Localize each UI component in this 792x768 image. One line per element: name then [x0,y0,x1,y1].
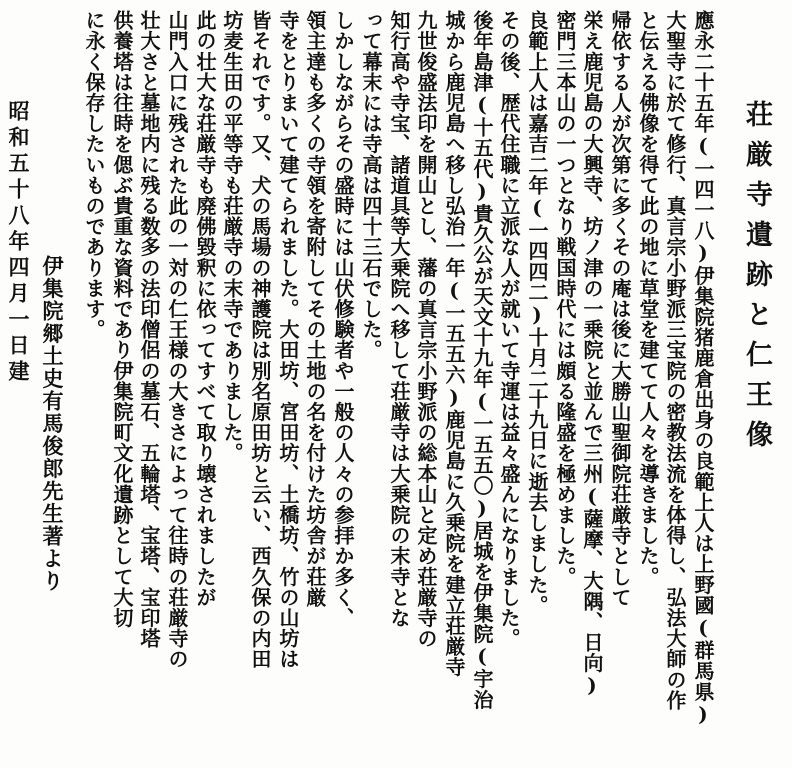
body-line: 九世俊盛法印を開山とし、藩の真言宗小野派の総本山と定め荘厳寺の [414,10,438,649]
body-line: 寺をとりまいて建てられました。大田坊、宮田坊、土橋坊、竹の山坊は [276,10,300,670]
body-line: 良範上人は嘉吉二年(一四四二)十月二十九日に逝去しました。 [525,10,549,616]
author-credit: 伊集院郷土史有馬俊郎先生著より [40,255,65,593]
body-line: 栄え鹿児島の大興寺、坊ノ津の一乗院と並んで三州(薩摩、大隅、日向) [580,10,604,698]
body-line: しかしながらその盛時には山伏修験者や一般の人々の参拝か多く、 [331,10,355,628]
body-line: 密門三本山の一つとなり戦国時代には頗る隆盛を極めました。 [553,10,577,587]
body-line: と伝える佛像を得て此の地に草堂を建てて人々を導きました。 [636,10,660,587]
body-line: 坊麦生田の平等寺も荘厳寺の末寺でありました。 [220,10,244,464]
body-line: 供養塔は往時を偲ぶ貴重な資料であり伊集院町文化遺跡として大切 [110,10,134,628]
body-line: 山門入口に残された此の一対の仁王様の大きさによって往時の荘厳寺の [165,10,189,670]
body-line: 後年島津(十五代)貴久公が天文十九年(一五五〇)居城を伊集院(宇治 [470,10,494,710]
document-title: 荘厳寺遺跡と仁王像 [741,100,772,460]
body-line: って幕末には寺高は四十三石でした。 [359,10,383,361]
body-line: 城から鹿児島へ移し弘治一年(一五五六)鹿児島に久乗院を建立荘厳寺 [442,10,466,678]
body-line: 應永二十五年(一四一八)伊集院猪鹿倉出身の良範上人は上野國(群馬県) [691,10,715,727]
body-line: に永く保存したいものであります。 [82,10,106,340]
body-line: 壮大さと墓地内に残る数多の法印僧侶の墓石、五輪塔、宝塔、宝印塔 [137,10,161,649]
body-line: 皆それです。又、犬の馬場の神護院は別名原田坊と云い、西久保の内田 [248,10,272,670]
body-line: その後、歴代住職に立派な人が就いて寺運は益々盛んになりました。 [497,10,521,649]
body-line: 知行高や寺宝、諸道具等大乗院へ移して荘厳寺は大乗院の末寺とな [387,10,411,628]
body-line: 帰依する人が次第に多くその庵は後に大勝山聖御院荘厳寺として [608,10,632,608]
erection-date: 昭和五十八年四月一日建 [6,100,31,386]
body-line: 此の壮大な荘厳寺も廃佛毀釈に依ってすべて取り壊されましたが [193,10,217,608]
body-line: 領主達も多くの寺領を寄附してその土地の名を付けた坊舎が荘厳 [303,10,327,608]
body-line: 大聖寺に於て修行、真言宗小野派三宝院の密教法流を体得し、弘法大師の作 [663,10,687,711]
